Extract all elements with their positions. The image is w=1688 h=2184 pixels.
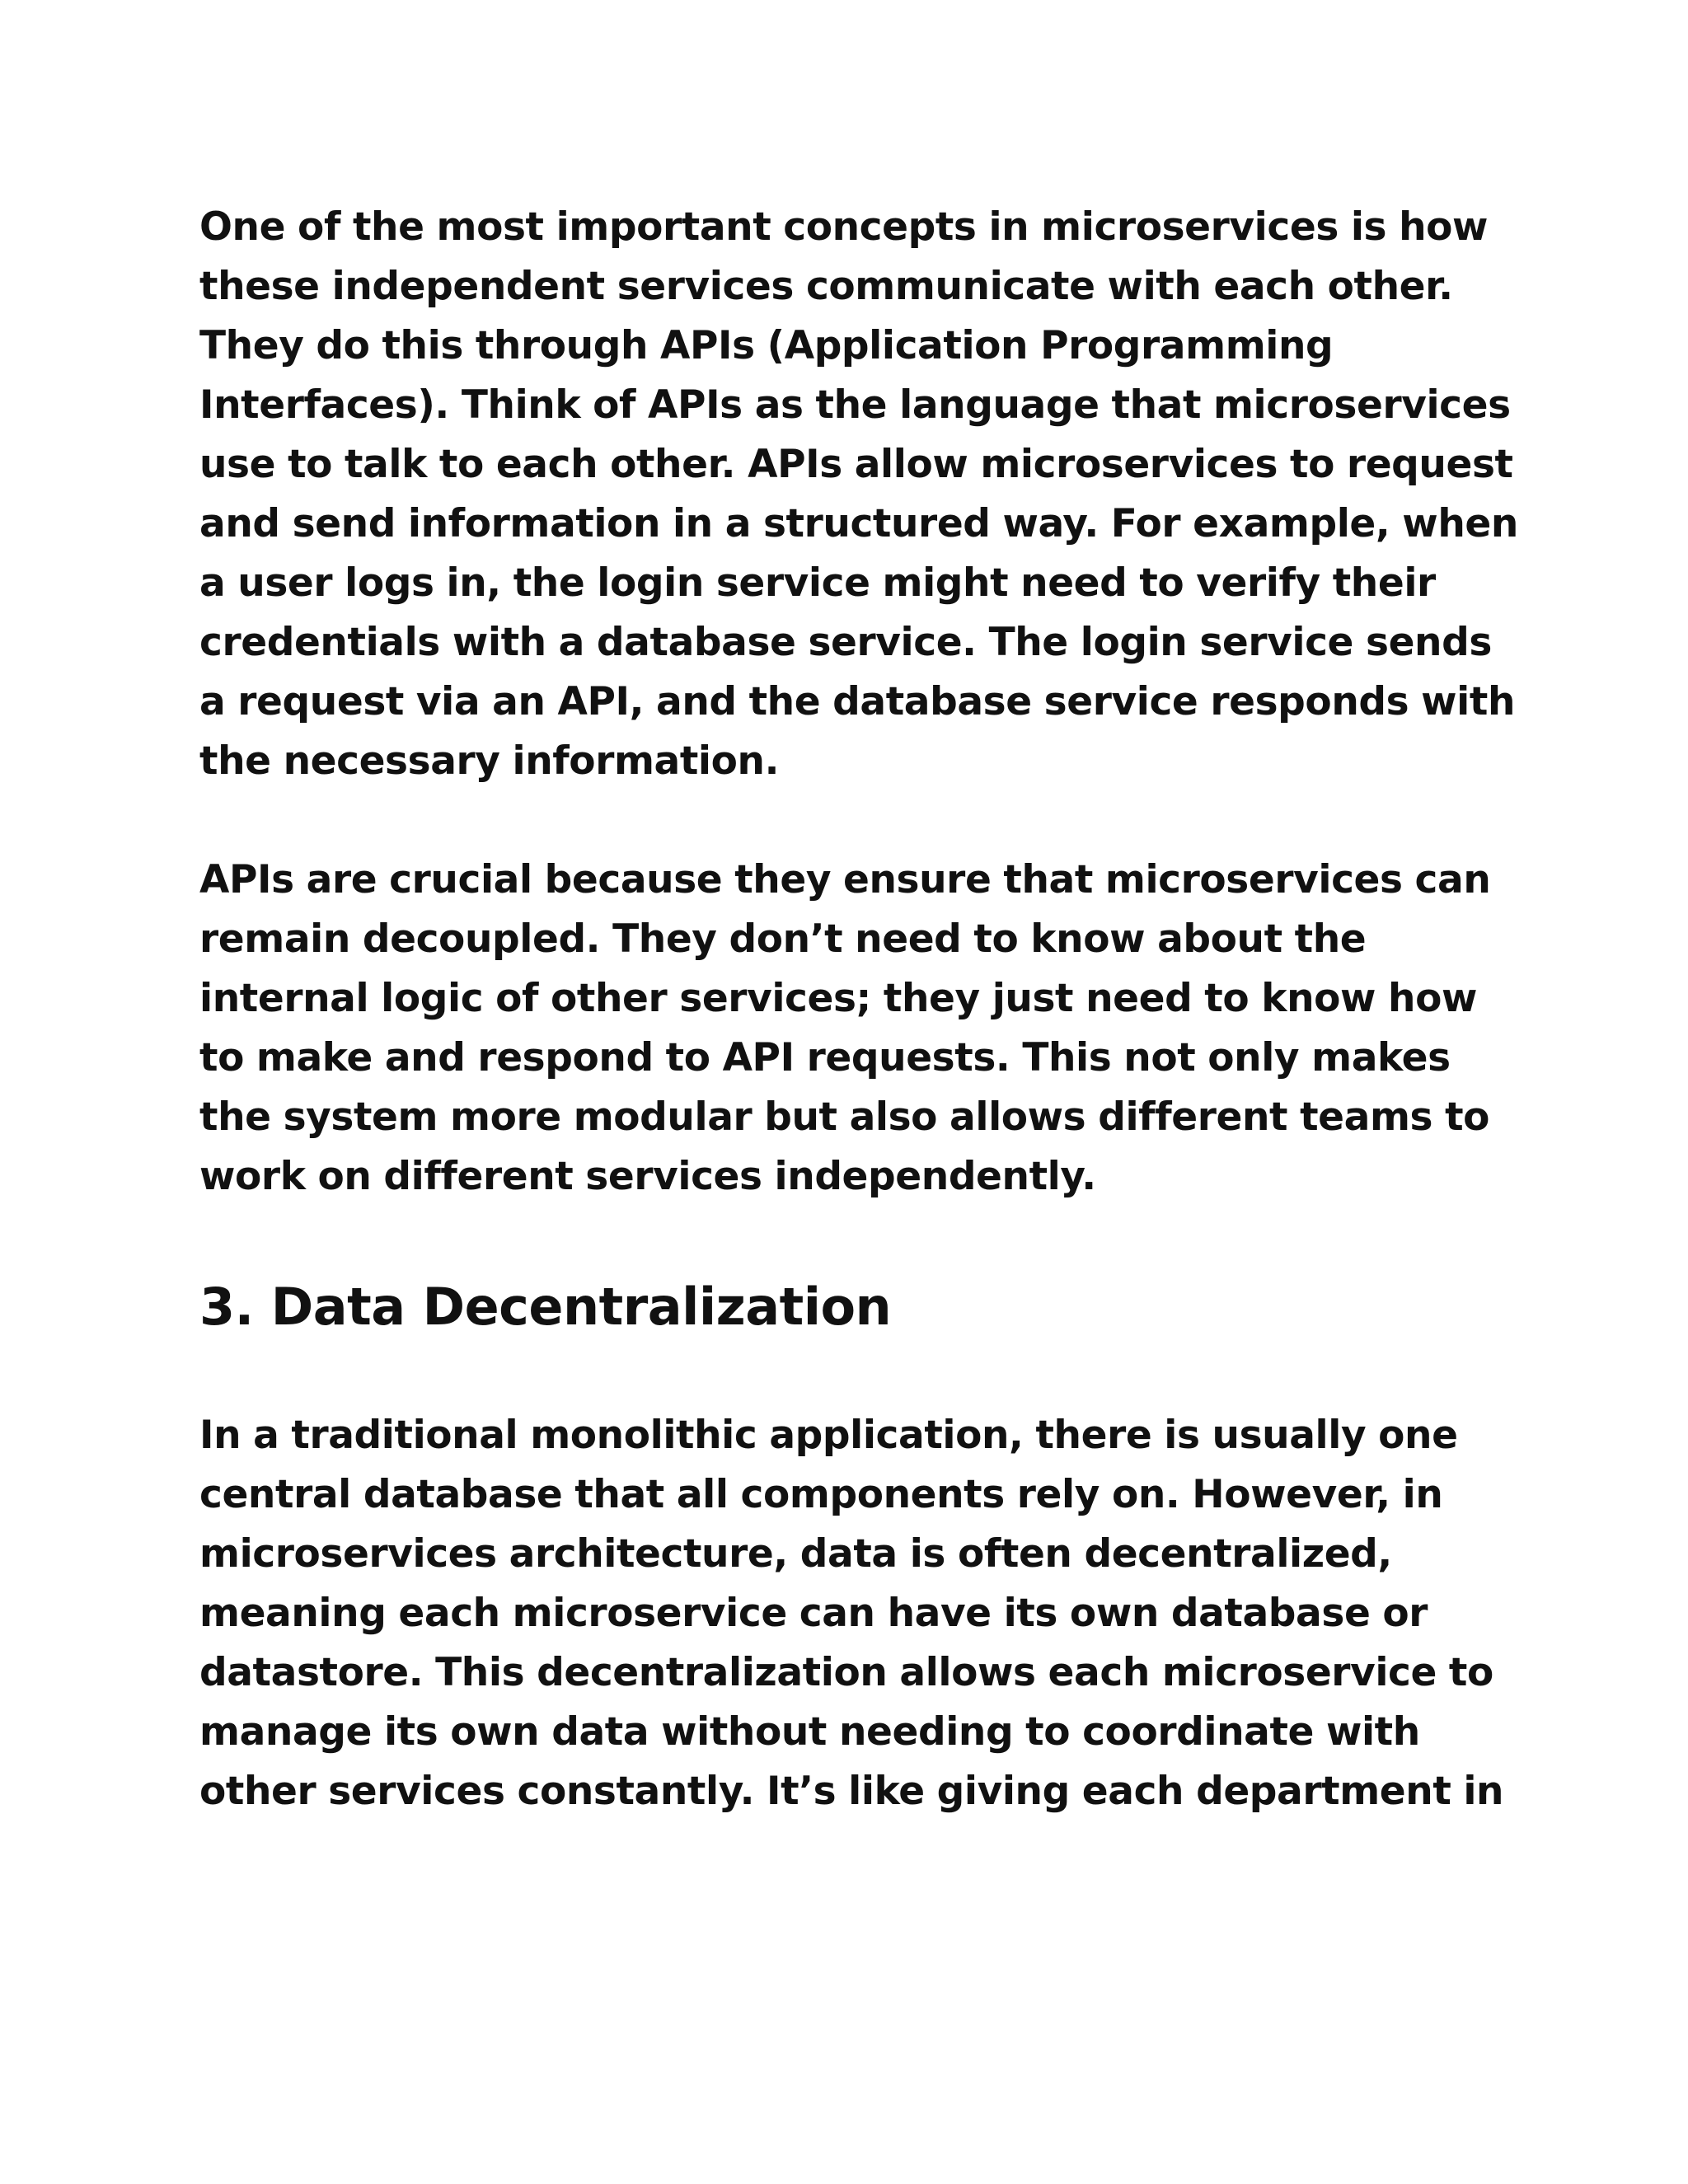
section-heading-data-decentralization: 3. Data Decentralization bbox=[199, 1277, 892, 1337]
paragraph-api-decoupling: APIs are crucial because they ensure that microservices can remain decoupled. They don’t need to know about the internal logic of other services; they just need to know how to make and respond to API requests. This not only makes the system more modular but also allows different teams to work on different services independently. bbox=[199, 857, 1491, 1199]
page-content bbox=[199, 198, 1518, 1821]
paragraph-api-communication: One of the most important concepts in microservices is how these independent services communicate with each other. They do this through APIs (Application Programming Interfaces). Think of APIs as the language that microservices use to talk to each other. APIs allow microservices to request and send information in a structured way. For example, when a user logs in, the login service might need to verify their credentials with a database service. The login service sends a request via an API, and the database service responds with the necessary information. bbox=[199, 204, 1518, 784]
paragraph-data-decentralization: In a traditional monolithic application, there is usually one central database that all components rely on. However, in microservices architecture, data is often decentralized, meaning each microservice can have its own database or datastore. This decentralization allows each microservice to manage its own data without needing to coordinate with other services constantly. It’s like giving each department in bbox=[199, 1413, 1504, 1814]
